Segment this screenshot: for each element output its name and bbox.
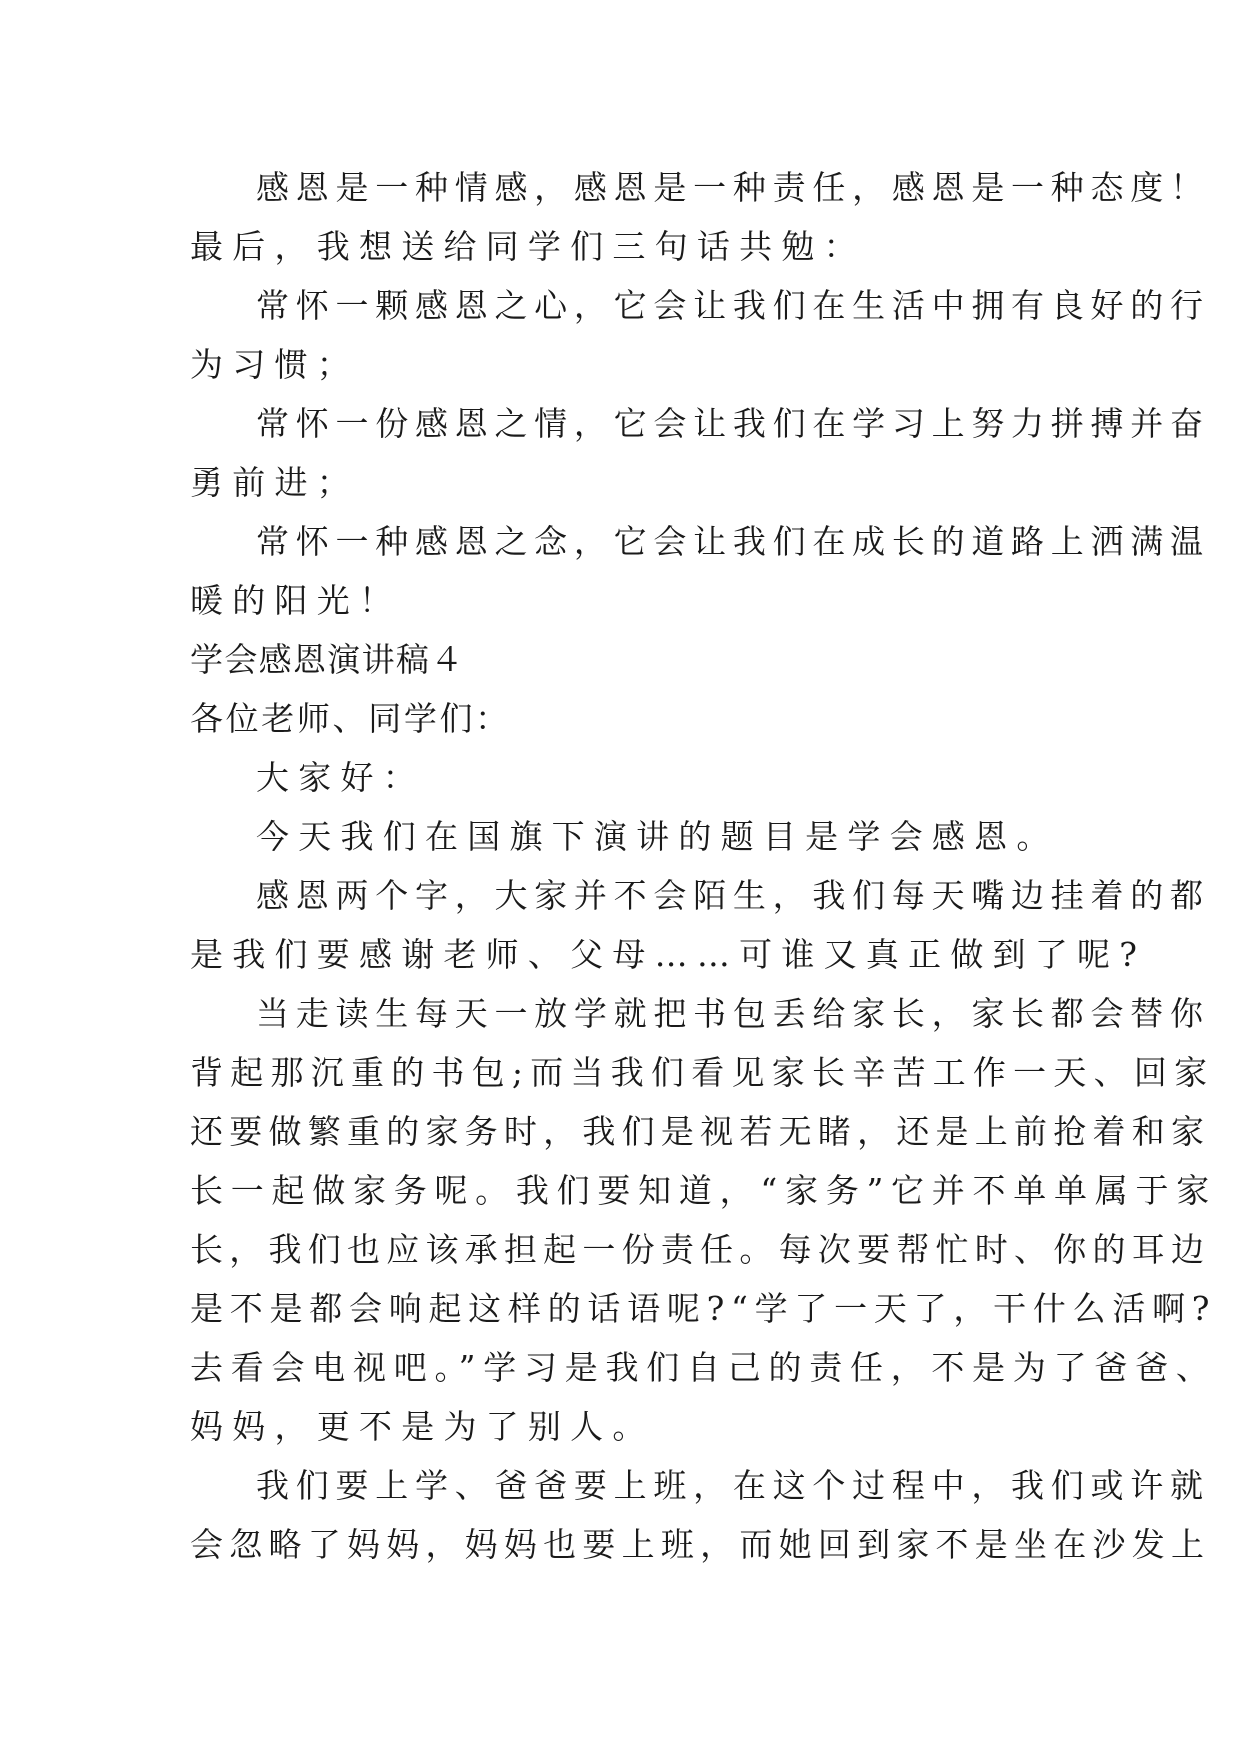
paragraph-line: 长一起做家务呢。我们要知道，“家务”它并不单单属于家 xyxy=(190,1171,1217,1210)
paragraph-line: 暖的阳光！ xyxy=(190,581,402,620)
paragraph-line: 会忽略了妈妈，妈妈也要上班，而她回到家不是坐在沙发上 xyxy=(190,1525,1211,1564)
paragraph-line: 长，我们也应该承担起一份责任。每次要帮忙时、你的耳边 xyxy=(190,1230,1211,1269)
paragraph-line: 感恩两个字，大家并不会陌生，我们每天嘴边挂着的都 xyxy=(256,876,1210,915)
paragraph-line: 去看会电视吧。”学习是我们自己的责任，不是为了爸爸、 xyxy=(190,1348,1217,1387)
paragraph-line: 常怀一颗感恩之心，它会让我们在生活中拥有良好的行 xyxy=(256,286,1210,325)
paragraph-line: 最后，我想送给同学们三句话共勉： xyxy=(190,227,866,266)
paragraph-line: 常怀一种感恩之念，它会让我们在成长的道路上洒满温 xyxy=(256,522,1210,561)
greeting: 大家好： xyxy=(256,758,425,797)
paragraph-line: 感恩是一种情感，感恩是一种责任，感恩是一种态度！ xyxy=(256,168,1210,207)
paragraph-line: 我们要上学、爸爸要上班，在这个过程中，我们或许就 xyxy=(256,1466,1210,1505)
paragraph-line: 还要做繁重的家务时，我们是视若无睹，还是上前抢着和家 xyxy=(190,1112,1211,1151)
paragraph-line: 常怀一份感恩之情，它会让我们在学习上努力拼搏并奋 xyxy=(256,404,1210,443)
paragraph-line: 是我们要感谢老师、父母……可谁又真正做到了呢? xyxy=(190,935,1147,974)
paragraph-line: 是不是都会响起这样的话语呢?“学了一天了，干什么活啊? xyxy=(190,1289,1217,1328)
salutation: 各位老师、同学们： xyxy=(190,699,511,738)
paragraph-line: 背起那沉重的书包;而当我们看见家长辛苦工作一天、回家 xyxy=(190,1053,1215,1092)
paragraph-line: 当走读生每天一放学就把书包丢给家长，家长都会替你 xyxy=(256,994,1210,1033)
paragraph-line: 勇前进； xyxy=(190,463,359,502)
section-heading: 学会感恩演讲稿４ xyxy=(190,640,465,679)
paragraph-line: 妈妈，更不是为了别人。 xyxy=(190,1407,655,1446)
paragraph-line: 今天我们在国旗下演讲的题目是学会感恩。 xyxy=(256,817,1059,856)
document-body xyxy=(190,158,1217,1574)
paragraph-line: 为习惯； xyxy=(190,345,359,384)
